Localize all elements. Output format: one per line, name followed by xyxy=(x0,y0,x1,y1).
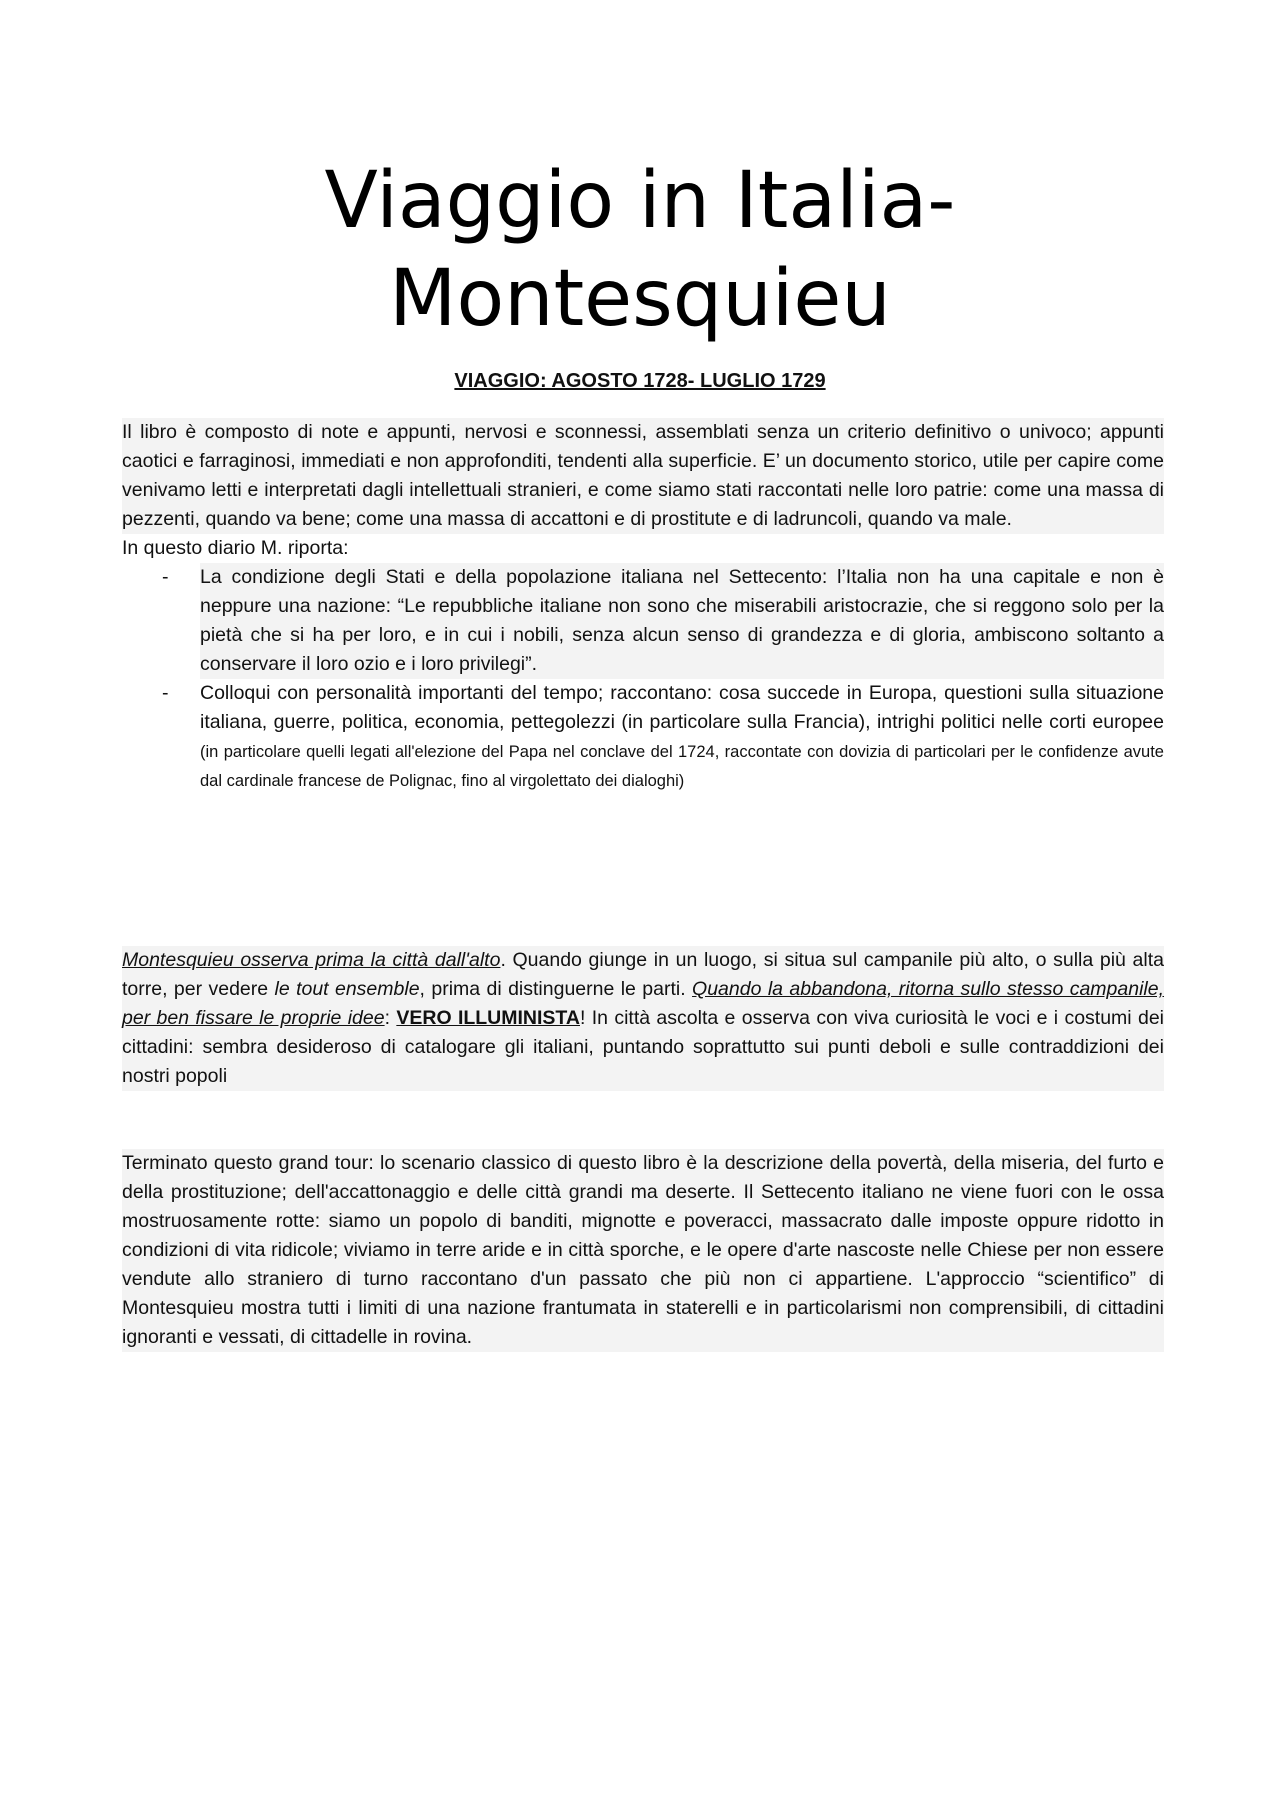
emphasis-text: Quando la abbandona, ritorna sullo stesso campanile, per ben fissare le proprie idee xyxy=(122,978,1165,1029)
report-list xyxy=(122,563,1164,795)
emphasis-text: Montesquieu osserva prima la città dall'alto xyxy=(122,949,501,971)
intro-lead: In questo diario M. riporta: xyxy=(122,537,349,559)
list-item xyxy=(122,563,1164,679)
title-line-2: Montesquieu xyxy=(389,254,891,344)
conclusion-paragraph: Terminato questo grand tour: lo scenario classico di questo libro è la descrizione della povertà, della miseria, del furto e della prostituzione; dell'accattonaggio e delle città grandi ma deserte. Il Settecento italiano ne viene fuori con le ossa mostruosamente rotte: siamo un popolo di banditi, mignotte e poveracci, massacrato dalle imposte oppure ridotto in condizioni di vita ridicole; viviamo in terre aride e in città sporche, e le opere d'arte nascoste nelle Chiese per non essere vendute allo straniero di turno raccontano d'un passato che più non ci appartiene. L'approccio “scientifico” di Montesquieu mostra tutti i limiti di una nazione frantumata in staterelli e in particolarismi non comprensibili, di cittadini ignoranti e vessati, di cittadelle in rovina. xyxy=(122,1149,1164,1352)
list-item-text: La condizione degli Stati e della popolazione italiana nel Settecento: l’Italia non ha una capitale e non è neppure una nazione: “Le repubbliche italiane non sono che miserabili aristocrazie, che si reggono solo per la pietà che si ha per loro, e in cui i nobili, senza alcun senso di grandezza e di gloria, ambiscono soltanto a conservare il loro ozio e i loro privilegi”. xyxy=(200,563,1164,679)
list-item xyxy=(122,679,1164,795)
body-text: : xyxy=(384,1007,397,1029)
title-line-1: Viaggio in Italia- xyxy=(324,156,956,246)
list-item-text xyxy=(200,679,1164,795)
italic-text: le tout ensemble xyxy=(274,978,420,1000)
dash-bullet: - xyxy=(162,566,169,588)
body-text: ! In città ascolta e osserva con viva curiosità le voci e i costumi dei cittadini: sembra desideroso di catalogare gli italiani, puntando soprattutto sui punti deboli e sulle contraddizioni dei nostri popoli xyxy=(122,1007,1164,1087)
observation-section xyxy=(122,946,1164,1091)
observation-paragraph xyxy=(122,946,1164,1091)
travel-dates-heading: VIAGGIO: AGOSTO 1728- LUGLIO 1729 xyxy=(454,370,826,392)
dash-bullet: - xyxy=(162,682,169,704)
body-text: . Quando giunge in un luogo, si situa sul campanile più alto, o sulla più alta torre, per vedere xyxy=(122,949,1164,1000)
intro-section xyxy=(122,418,1164,795)
body-text: , prima di distinguerne le parti. xyxy=(419,978,693,1000)
document-title xyxy=(0,152,1280,348)
highlight-text: VERO ILLUMINISTA xyxy=(396,1007,580,1029)
list-item-main: Colloqui con personalità importanti del tempo; raccontano: cosa succede in Europa, questioni sulla situazione italiana, guerre, politica, economia, pettegolezzi (in particolare sulla Francia), intrighi politici nelle corti europee xyxy=(200,682,1164,733)
conclusion-section xyxy=(122,1149,1164,1352)
list-item-note: (in particolare quelli legati all'elezione del Papa nel conclave del 1724, raccontate con dovizia di particolari per le confidenze avute dal cardinale francese de Polignac, fino al virgolettato dei dialoghi) xyxy=(200,743,1164,790)
intro-paragraph: Il libro è composto di note e appunti, nervosi e sconnessi, assemblati senza un criterio definitivo o univoco; appunti caotici e farraginosi, immediati e non approfonditi, tendenti alla superficie. E’ un documento storico, utile per capire come venivamo letti e interpretati dagli intellettuali stranieri, e come siamo stati raccontati nelle loro patrie: come una massa di pezzenti, quando va bene; come una massa di accattoni e di prostitute e di ladruncoli, quando va male. xyxy=(122,418,1164,534)
